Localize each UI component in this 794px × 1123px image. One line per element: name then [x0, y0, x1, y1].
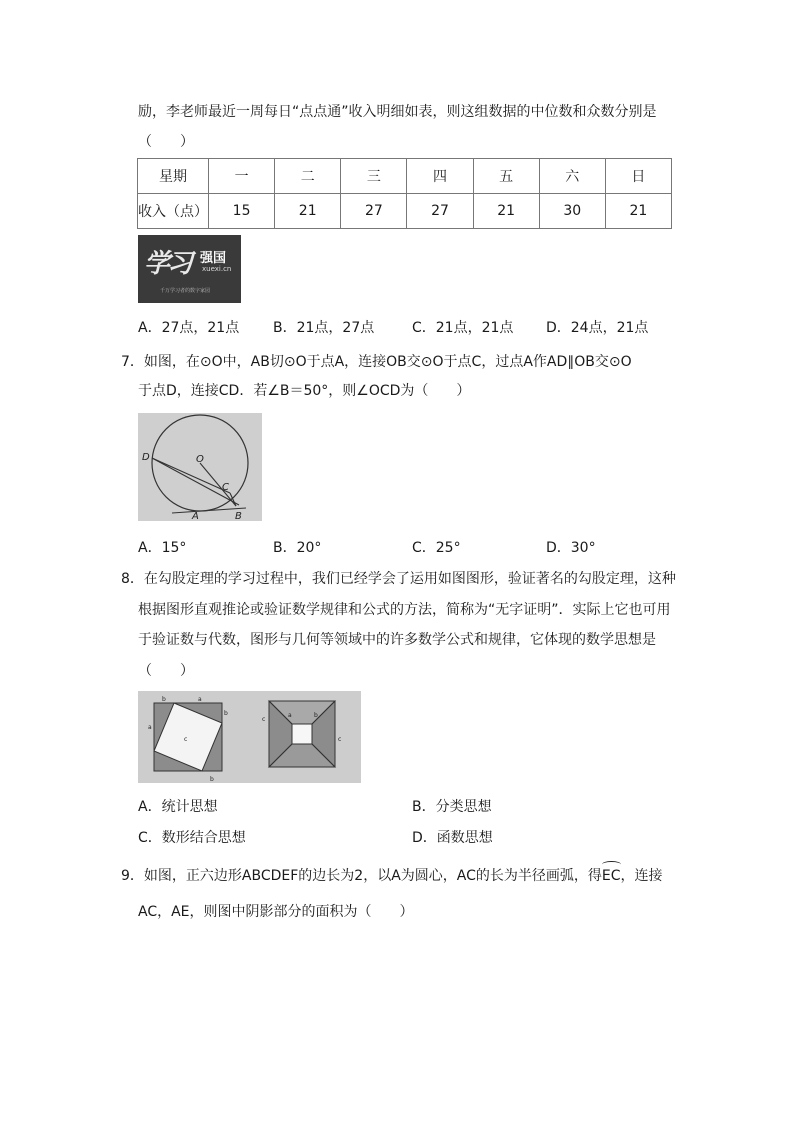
q6-option-b: B．21点，27点 [273, 320, 375, 336]
q8-paren: （ ） [138, 663, 194, 679]
q7-option-d: D．30° [546, 540, 596, 556]
q7-option-a: A．15° [138, 540, 187, 556]
logo-sub-text: 强国 [200, 251, 227, 266]
q6-option-a: A．27点，21点 [138, 320, 240, 336]
table-cell: 21 [473, 194, 539, 229]
q9-stem-line1 [121, 866, 663, 886]
fig-label-b: b [210, 776, 214, 783]
q9-stem-suffix: ，连接 [620, 868, 663, 884]
q6-paren: （ ） [138, 134, 194, 150]
label-c: C [222, 482, 229, 493]
table-row [138, 194, 672, 229]
table-cell: 27 [341, 194, 407, 229]
table-cell: 二 [275, 159, 341, 194]
label-d: D [142, 452, 150, 463]
table-cell: 收入（点） [138, 194, 209, 229]
q7-stem-line2: 于点D，连接CD．若∠B＝50°，则∠OCD为（ ） [138, 383, 471, 399]
q6-option-d: D．24点，21点 [546, 320, 649, 336]
arc-ec-symbol: EC [601, 868, 621, 884]
xuexi-logo-image [138, 235, 241, 303]
table-cell: 30 [539, 194, 605, 229]
label-o: O [196, 454, 204, 465]
table-cell: 15 [209, 194, 275, 229]
q8-pythagoras-figure [138, 691, 361, 783]
logo-tagline-text: 千万学习者的数字家园 [160, 288, 211, 294]
logo-main-text: 学习 [144, 249, 191, 279]
logo-url-text: xuexi.cn [202, 265, 232, 273]
q8-stem-line3: 于验证数与代数，图形与几何等领域中的许多数学公式和规律，它体现的数学思想是 [138, 632, 656, 648]
table-cell: 四 [407, 159, 473, 194]
fig-label-a: a [198, 696, 202, 703]
fig-label-c: c [338, 736, 342, 743]
fig-label-b: b [224, 710, 228, 717]
q8-option-c: C．数形结合思想 [138, 830, 246, 846]
table-cell: 日 [605, 159, 671, 194]
table-cell: 星期 [138, 159, 209, 194]
fig-label-a: a [288, 712, 292, 719]
q6-option-c: C．21点，21点 [412, 320, 514, 336]
table-cell: 27 [407, 194, 473, 229]
q9-stem-line2: AC，AE，则图中阴影部分的面积为（ ） [138, 904, 414, 920]
q8-option-d: D．函数思想 [412, 830, 493, 846]
fig-label-b: b [162, 696, 166, 703]
fig-label-b: b [314, 712, 318, 719]
table-row [138, 159, 672, 194]
label-b: B [235, 511, 242, 521]
q9-stem-prefix: 9．如图，正六边形ABCDEF的边长为2，以A为圆心，AC的长为半径画弧，得 [121, 868, 602, 884]
fig-label-c: c [184, 736, 188, 743]
q8-option-b: B．分类思想 [412, 799, 492, 815]
fig-label-c: c [262, 716, 266, 723]
fig-label-a: a [148, 724, 152, 731]
q8-stem-line1: 8．在勾股定理的学习过程中，我们已经学会了运用如图图形，验证著名的勾股定理，这种 [121, 571, 676, 587]
table-cell: 21 [605, 194, 671, 229]
q6-income-table [137, 158, 672, 229]
q7-stem-line1: 7．如图，在⊙O中，AB切⊙O于点A，连接OB交⊙O于点C，过点A作AD∥OB交⊙O [121, 354, 632, 370]
table-cell: 六 [539, 159, 605, 194]
q7-option-b: B．20° [273, 540, 322, 556]
q7-option-c: C．25° [412, 540, 461, 556]
table-cell: 三 [341, 159, 407, 194]
q7-circle-figure [138, 413, 262, 521]
table-cell: 一 [209, 159, 275, 194]
table-cell: 五 [473, 159, 539, 194]
q8-stem-line2: 根据图形直观推论或验证数学规律和公式的方法，简称为“无字证明”．实际上它也可用 [138, 602, 671, 618]
q8-option-a: A．统计思想 [138, 799, 218, 815]
q6-stem-line1: 励，李老师最近一周每日“点点通”收入明细如表，则这组数据的中位数和众数分别是 [138, 104, 657, 120]
label-a: A [192, 511, 199, 521]
table-cell: 21 [275, 194, 341, 229]
